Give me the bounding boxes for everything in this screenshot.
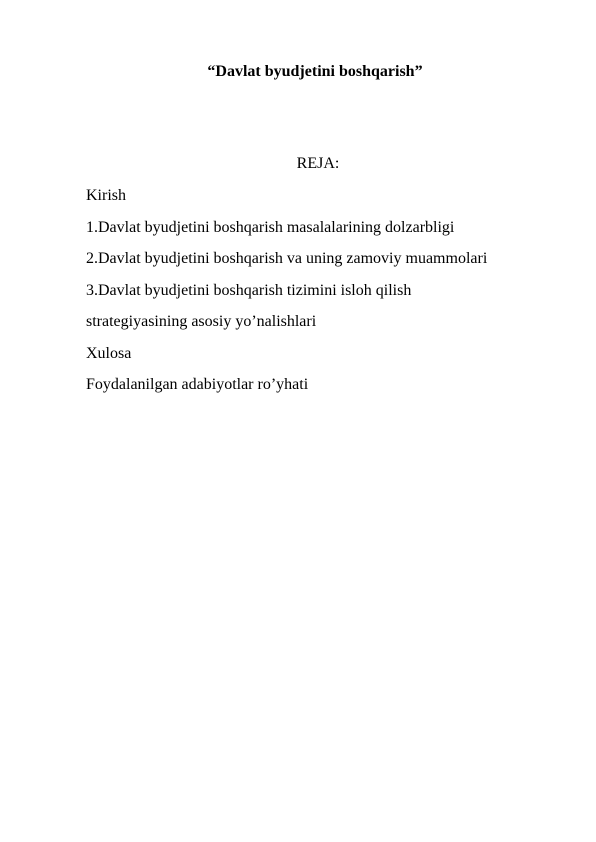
toc-item-chapter-2: 2.Davlat byudjetini boshqarish va uning zamoviy muammolari [86, 250, 488, 267]
toc-item-chapter-3: 3.Davlat byudjetini boshqarish tizimini isloh qilish [86, 281, 412, 299]
document-title: “Davlat byudjetini boshqarish” [207, 63, 423, 80]
toc-item-conclusion: Xulosa [86, 344, 132, 362]
toc-item-chapter-1: 1.Davlat byudjetini boshqarish masalalarining dolzarbligi [86, 218, 455, 236]
toc-item-references: Foydalanilgan adabiyotlar ro’yhati [86, 376, 309, 393]
plan-heading: REJA: [296, 155, 340, 172]
toc-item-chapter-3-continued: strategiyasining asosiy yo’nalishlari [86, 313, 317, 330]
table-of-contents [86, 180, 556, 401]
toc-item-introduction: Kirish [86, 187, 126, 204]
